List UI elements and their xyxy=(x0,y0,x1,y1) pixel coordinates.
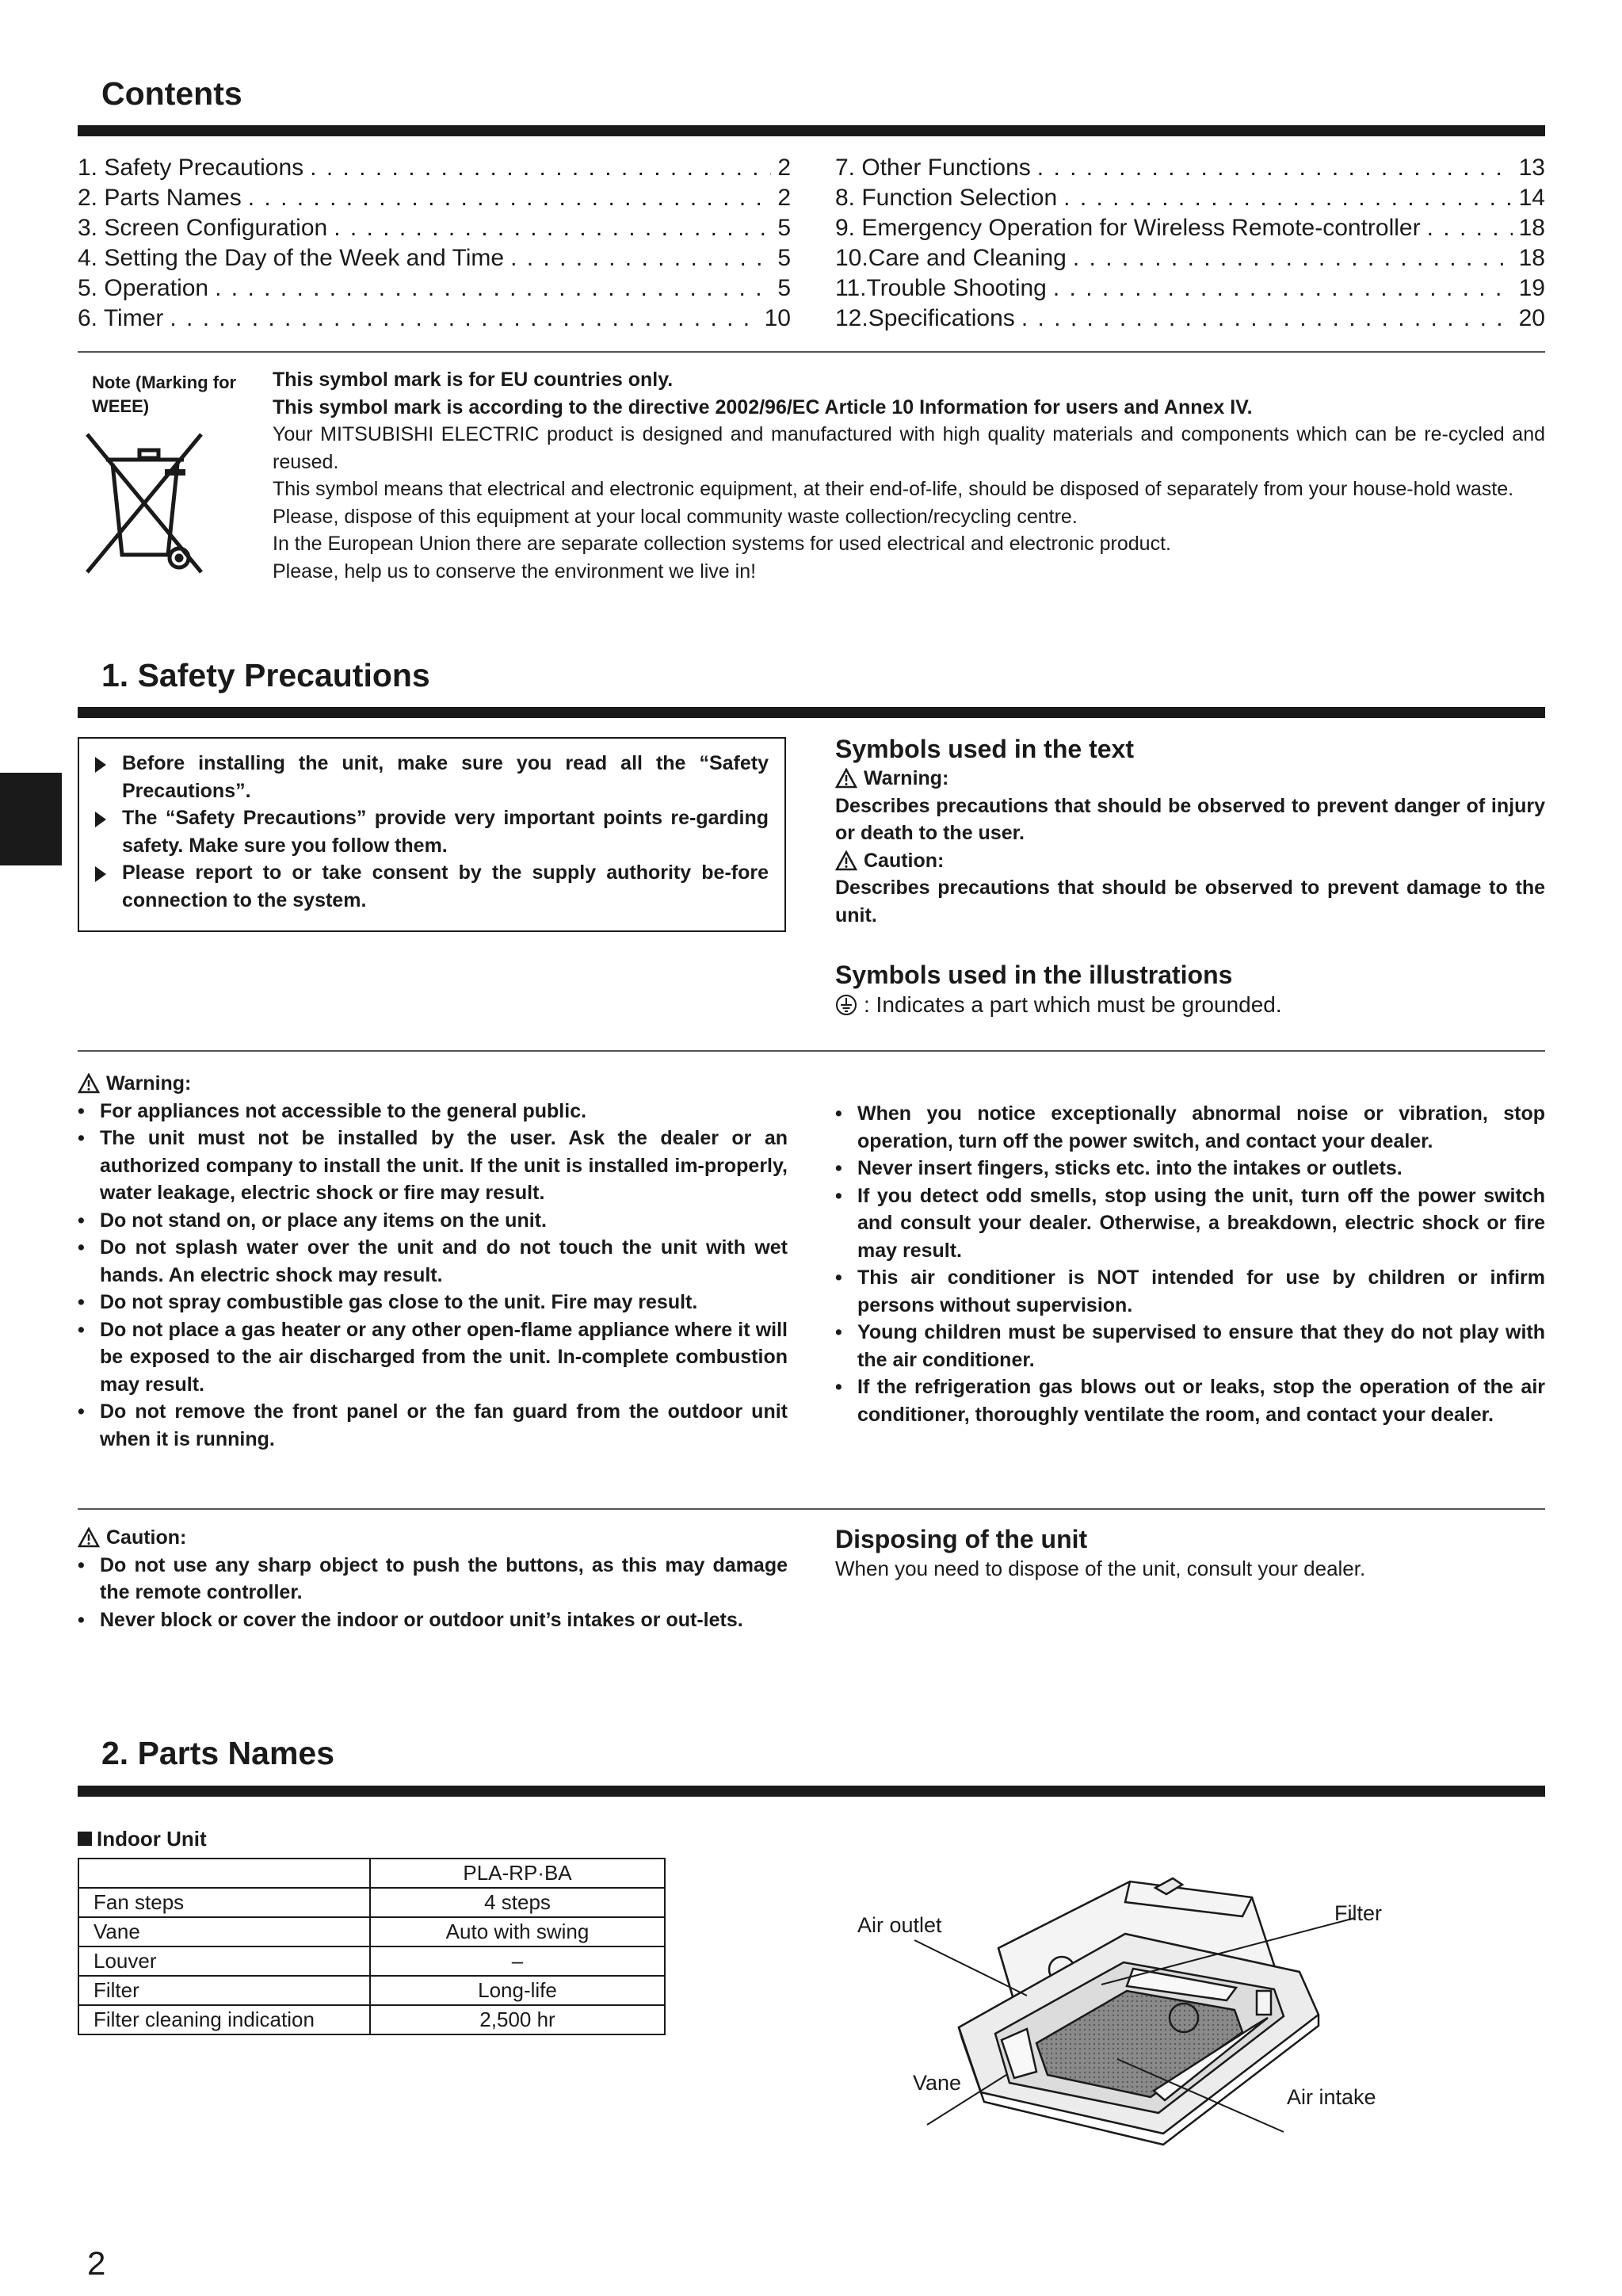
symbols-text-title: Symbols used in the text xyxy=(835,735,1134,763)
contents-title: Contents xyxy=(101,75,242,112)
weee-label: Note (Marking for WEEE) xyxy=(92,372,237,416)
toc-entry[interactable]: 9. Emergency Operation for Wireless Remote-controller . . . 18 xyxy=(835,213,1545,243)
caution-list-label: Caution: xyxy=(106,1526,187,1549)
toc-entry[interactable]: 3. Screen Configuration . . . 5 xyxy=(78,213,791,243)
parts-title: 2. Parts Names xyxy=(101,1735,335,1771)
toc-entry[interactable]: 10.Care and Cleaning . . . 18 xyxy=(835,243,1545,273)
caution-triangle-icon xyxy=(78,1527,100,1548)
divider xyxy=(78,351,1545,353)
warning-item: • Young children must be supervised to ensure that they do not play with the air conditioner. xyxy=(835,1319,1545,1373)
crossed-out-bin-icon xyxy=(82,428,209,579)
toc-entry[interactable]: 5. Operation . . . 5 xyxy=(78,273,791,304)
notice-item: The “Safety Precautions” provide very important points re-garding safety. Make sure you follow them. xyxy=(82,804,769,859)
ground-symbol-icon xyxy=(835,994,857,1016)
warning-item: • The unit must not be installed by the user. Ask the dealer or an authorized company to install the unit. If the unit is installed im-properly, water leakage, electric shock or fire may result. xyxy=(78,1125,788,1207)
ground-text: : Indicates a part which must be grounded. xyxy=(864,992,1282,1017)
parts-rule xyxy=(78,1786,1545,1797)
toc-entry[interactable]: 8. Function Selection . . . 14 xyxy=(835,183,1545,213)
warning-item: • Do not splash water over the unit and do not touch the unit with wet hands. An electric shock may result. xyxy=(78,1234,788,1289)
caution-item: • Do not use any sharp object to push the buttons, as this may damage the remote controller. xyxy=(78,1552,788,1606)
toc-entry[interactable]: 7. Other Functions . . . 13 xyxy=(835,153,1545,183)
warning-item: • Never insert fingers, sticks etc. into the intakes or outlets. xyxy=(835,1155,1545,1182)
caution-description: Describes precautions that should be observed to prevent damage to the unit. xyxy=(835,877,1545,926)
contents-rule xyxy=(78,125,1545,136)
warning-description: Describes precautions that should be observed to prevent danger of injury or death to the user. xyxy=(835,794,1545,844)
label-vane: Vane xyxy=(913,2071,962,2095)
warning-item: • Do not stand on, or place any items on the unit. xyxy=(78,1207,788,1235)
warning-item: • For appliances not accessible to the general public. xyxy=(78,1098,788,1125)
disposing-block xyxy=(835,1523,1545,1583)
warning-label: Warning: xyxy=(864,767,949,789)
warning-item: • If the refrigeration gas blows out or leaks, stop the operation of the air conditioner, thoroughly ventilate the room, and contact your dealer. xyxy=(835,1373,1545,1428)
arrow-icon xyxy=(95,866,106,882)
warnings-left xyxy=(78,1070,788,1453)
toc-entry[interactable]: 2. Parts Names . . . 2 xyxy=(78,183,791,213)
warning-item: • When you notice exceptionally abnormal noise or vibration, stop operation, turn off the power switch, and contact your dealer. xyxy=(835,1100,1545,1155)
arrow-icon xyxy=(95,812,106,827)
symbols-illus-block xyxy=(835,959,1545,1019)
warning-list-label: Warning: xyxy=(106,1072,192,1095)
safety-title: 1. Safety Precautions xyxy=(101,657,430,693)
table-row: Fan steps 4 steps xyxy=(78,1888,665,1917)
table-row: Filter Long-life xyxy=(78,1976,665,2005)
warning-triangle-icon xyxy=(78,1073,100,1094)
warning-item: • This air conditioner is NOT intended for use by children or infirm persons without supervision. xyxy=(835,1264,1545,1319)
warning-item: • Do not spray combustible gas close to the unit. Fire may result. xyxy=(78,1289,788,1316)
table-header-row: PLA-RP·BA xyxy=(78,1859,665,1888)
symbols-text-block xyxy=(835,733,1545,929)
table-row: Filter cleaning indication 2,500 hr xyxy=(78,2005,665,2034)
page-number: 2 xyxy=(87,2244,106,2282)
notice-item: Please report to or take consent by the supply authority be-fore connection to the system. xyxy=(82,859,769,914)
label-filter: Filter xyxy=(1334,1901,1382,1925)
toc-entry[interactable]: 1. Safety Precautions . . . 2 xyxy=(78,153,791,183)
toc-entry[interactable]: 12.Specifications . . . 20 xyxy=(835,304,1545,334)
toc-entry[interactable]: 6. Timer . . . 10 xyxy=(78,304,791,334)
weee-text: This symbol mark is for EU countries only. This symbol mark is according to the directive 2002/96/EC Article 10 Information for users and Annex IV. Your MITSUBISHI ELECTRIC product is designed and manufactured with high quality materials and components which can be re-cycled and reused. This symbol means that electrical and electronic equipment, at their end-of-life, should be disposed of separately from your house-hold waste. Please, dispose of this equipment at your local community waste collection/recycling centre. In the European Union there are separate collection systems for used electrical and electronic product. Please, help us to conserve the environment we live in! xyxy=(273,369,1545,583)
symbols-illus-title: Symbols used in the illustrations xyxy=(835,961,1233,989)
warning-item: • Do not place a gas heater or any other open-flame appliance where it will be exposed to the air discharged from the unit. In-complete combustion may result. xyxy=(78,1316,788,1399)
caution-label: Caution: xyxy=(864,849,945,872)
warning-item: • If you detect odd smells, stop using the unit, turn off the power switch and consult your dealer. Otherwise, a breakdown, electric shock or fire may result. xyxy=(835,1182,1545,1265)
caution-triangle-icon xyxy=(835,850,857,871)
square-bullet-icon xyxy=(78,1832,92,1846)
disposing-text: When you need to dispose of the unit, consult your dealer. xyxy=(835,1557,1366,1580)
arrow-icon xyxy=(95,757,106,773)
disposing-title: Disposing of the unit xyxy=(835,1525,1088,1553)
divider xyxy=(78,1508,1545,1510)
warning-triangle-icon xyxy=(835,768,857,789)
warnings-right xyxy=(835,1100,1545,1428)
caution-item: • Never block or cover the indoor or outdoor unit’s intakes or out-lets. xyxy=(78,1606,788,1634)
label-air-outlet: Air outlet xyxy=(857,1913,942,1937)
indoor-unit-heading: Indoor Unit xyxy=(78,1826,207,1851)
warning-item: • Do not remove the front panel or the fan guard from the outdoor unit when it is running. xyxy=(78,1398,788,1453)
cautions-block xyxy=(78,1524,788,1633)
notice-item: Before installing the unit, make sure you read all the “Safety Precautions”. xyxy=(82,750,769,804)
toc-entry[interactable]: 11.Trouble Shooting . . . 19 xyxy=(835,273,1545,304)
safety-notice-box xyxy=(78,737,786,932)
label-air-intake: Air intake xyxy=(1287,2085,1376,2109)
divider xyxy=(78,1050,1545,1052)
safety-rule xyxy=(78,707,1545,718)
section-tab-marker xyxy=(0,773,62,865)
toc-entry[interactable]: 4. Setting the Day of the Week and Time . . . 5 xyxy=(78,243,791,273)
table-row: Vane Auto with swing xyxy=(78,1917,665,1946)
indoor-unit-table xyxy=(78,1858,666,2035)
table-row: Louver – xyxy=(78,1946,665,1976)
